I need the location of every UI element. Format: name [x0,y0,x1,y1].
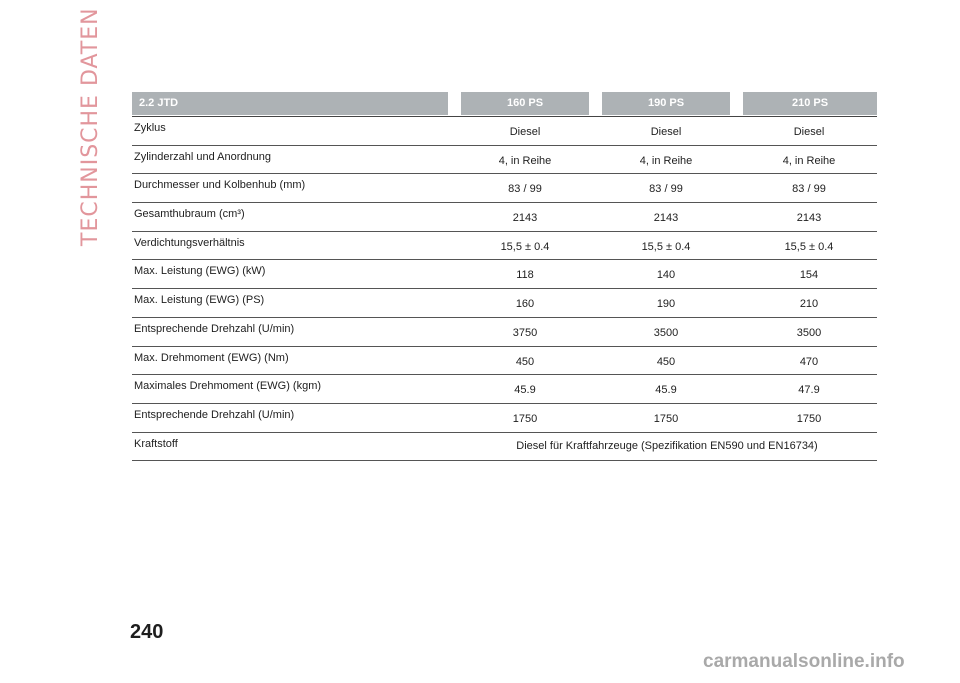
row-value-160ps: 118 [516,269,534,282]
row-value-160ps: 45.9 [514,384,536,397]
table-row [132,146,877,175]
row-value-190ps: 15,5 ± 0.4 [641,240,691,253]
row-label: Zylinderzahl und Anordnung [134,150,271,163]
row-value-160ps: 1750 [512,412,538,425]
row-value-190ps: 2143 [653,212,679,225]
row-value-160ps: 4, in Reihe [498,154,552,167]
row-value-190ps: 190 [656,298,676,311]
row-label: Entsprechende Drehzahl (U/min) [134,408,295,421]
header-column-190ps: 190 PS [602,92,730,115]
row-value-210ps: 1750 [796,412,822,425]
table-row [132,404,877,433]
row-value-190ps: 45.9 [655,384,677,397]
row-label: Max. Leistung (EWG) (kW) [134,265,266,278]
row-value-190ps: Diesel [650,126,682,138]
table-row [132,318,877,347]
row-label: Durchmesser und Kolbenhub (mm) [134,179,306,192]
row-value-190ps: 450 [656,355,676,368]
row-value-160ps: Diesel [509,126,541,138]
row-label: Zyklus [134,122,166,134]
row-value-160ps: 3750 [512,326,538,339]
row-label: Entsprechende Drehzahl (U/min) [134,322,295,335]
row-value-160ps: 160 [515,298,535,311]
table-row [132,203,877,232]
row-value-210ps: 3500 [796,326,822,339]
row-value-210ps: 210 [799,298,819,311]
row-value-210ps: Diesel [793,126,825,138]
row-value-210ps: 47.9 [798,384,820,397]
row-value-160ps: 450 [515,355,535,368]
table-row [132,260,877,289]
row-value-160ps: 15,5 ± 0.4 [500,240,550,253]
row-value-210ps: 470 [799,355,819,368]
row-value-190ps: 4, in Reihe [639,154,693,167]
row-value-160ps: 83 / 99 [508,183,542,196]
table-row [132,174,877,203]
spec-table [132,117,877,461]
row-label: Kraftstoff [134,437,178,450]
header-column-160ps: 160 PS [461,92,589,115]
row-value-190ps: 3500 [653,326,679,339]
watermark: carmanualsonline.info [703,651,905,672]
row-label: Max. Leistung (EWG) (PS) [134,294,265,307]
table-row [132,347,877,376]
row-value-210ps: 4, in Reihe [782,154,836,167]
row-value-210ps: 83 / 99 [792,183,826,196]
table-row [132,375,877,404]
table-row-fuel [132,433,877,462]
table-row [132,289,877,318]
row-value-190ps: 140 [656,269,676,282]
row-label: Verdichtungsverhältnis [134,236,245,249]
section-title: TECHNISCHE DATEN [78,7,103,246]
row-label: Max. Drehmoment (EWG) (Nm) [134,351,289,364]
table-row [132,117,877,146]
row-value-210ps: 2143 [796,212,822,225]
row-value-160ps: 2143 [512,212,538,225]
header-engine: 2.2 JTD [132,92,448,115]
fuel-value: Diesel für Kraftfahrzeuge (Spezifikation EN590 und EN16734) [516,439,818,452]
header-column-210ps: 210 PS [743,92,877,115]
row-value-190ps: 1750 [653,412,679,425]
table-header [132,92,877,115]
page-number: 240 [130,621,164,643]
table-row [132,232,877,261]
row-value-210ps: 154 [799,269,819,282]
row-value-210ps: 15,5 ± 0.4 [784,240,834,253]
row-label: Gesamthubraum (cm³) [134,208,245,221]
row-value-190ps: 83 / 99 [649,183,683,196]
row-label: Maximales Drehmoment (EWG) (kgm) [134,380,322,393]
